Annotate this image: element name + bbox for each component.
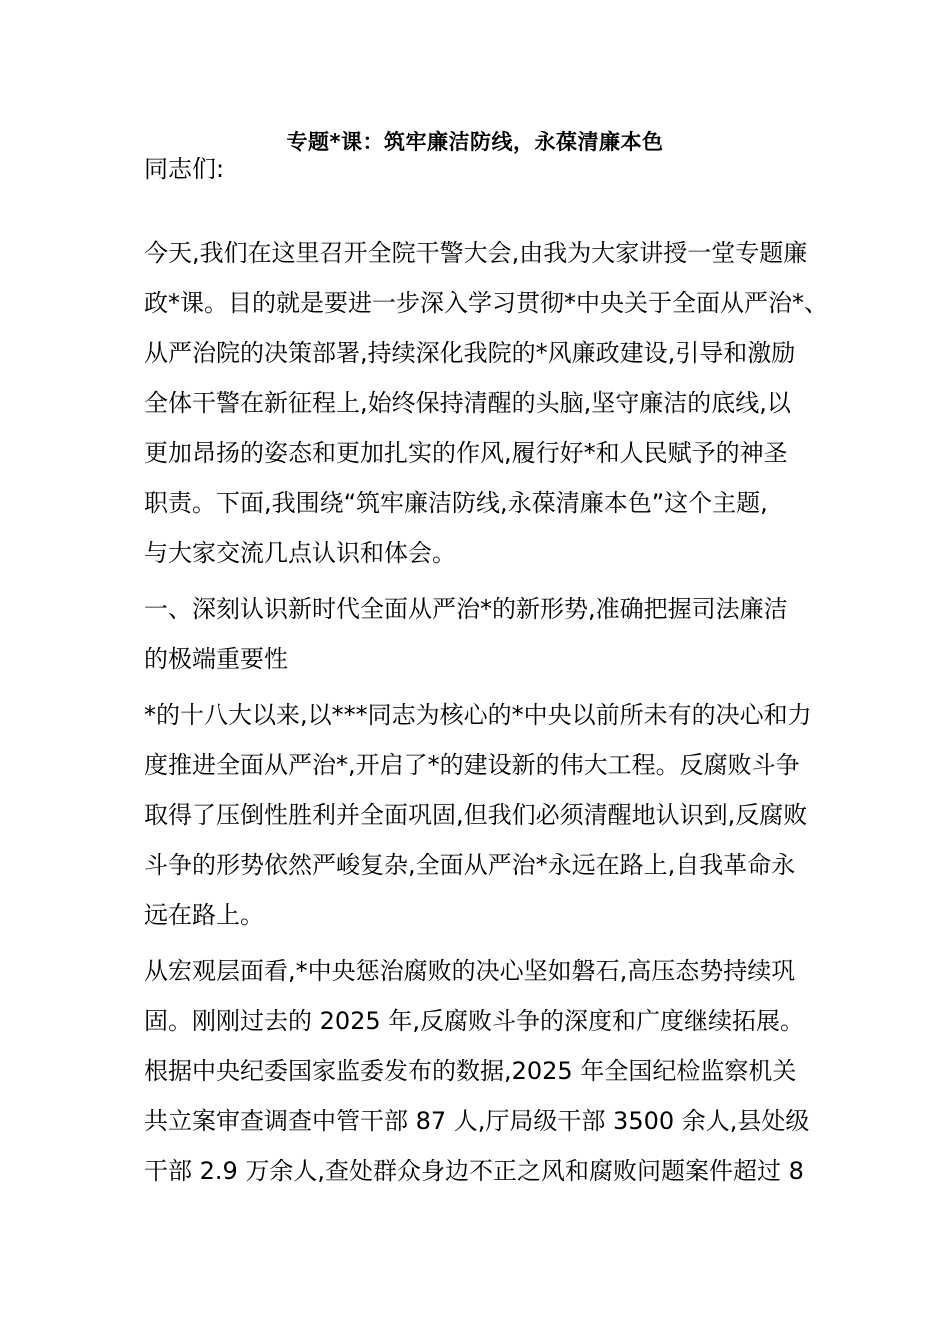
section-heading-line: 一、深刻认识新时代全面从严治*的新形势,准确把握司法廉洁 (144, 595, 788, 623)
section-heading-line: 的极端重要性 (144, 645, 288, 673)
paragraph-line: *的十八大以来,以***同志为核心的*中央以前所未有的决心和力 (144, 701, 812, 729)
paragraph-line: 从严治院的决策部署,持续深化我院的*风廉政建设,引导和激励 (144, 339, 796, 367)
paragraph-line: 斗争的形势依然严峻复杂,全面从严治*永远在路上,自我革命永 (144, 851, 796, 879)
paragraph-line: 更加昂扬的姿态和更加扎实的作风,履行好*和人民赋予的神圣 (144, 439, 788, 467)
paragraph-line: 远在路上。 (144, 901, 264, 929)
document-title: 专题*课：筑牢廉洁防线，永葆清廉本色 (286, 130, 664, 154)
paragraph-line: 固。刚刚过去的 2025 年,反腐败斗争的深度和广度继续拓展。 (144, 1007, 804, 1035)
salutation: 同志们: (144, 155, 225, 183)
paragraph-line: 共立案审查调查中管干部 87 人,厅局级干部 3500 余人,县处级 (144, 1107, 810, 1135)
paragraph-line: 与大家交流几点认识和体会。 (144, 539, 456, 567)
paragraph-line: 取得了压倒性胜利并全面巩固,但我们必须清醒地认识到,反腐败 (144, 801, 808, 829)
paragraph-line: 从宏观层面看,*中央惩治腐败的决心坚如磐石,高压态势持续巩 (144, 957, 796, 985)
paragraph-line: 干部 2.9 万余人,查处群众身边不正之风和腐败问题案件超过 8 (144, 1157, 804, 1185)
paragraph-line: 职责。下面,我围绕“筑牢廉洁防线,永葆清廉本色”这个主题, (144, 489, 768, 517)
paragraph-line: 根据中央纪委国家监委发布的数据,2025 年全国纪检监察机关 (144, 1057, 797, 1085)
paragraph-line: 全体干警在新征程上,始终保持清醒的头脑,坚守廉洁的底线,以 (144, 389, 791, 417)
paragraph-line: 度推进全面从严治*,开启了*的建设新的伟大工程。反腐败斗争 (144, 751, 800, 779)
paragraph-line: 今天,我们在这里召开全院干警大会,由我为大家讲授一堂专题廉 (144, 239, 808, 267)
paragraph-line: 政*课。目的就是要进一步深入学习贯彻*中央关于全面从严治*、 (144, 289, 828, 317)
